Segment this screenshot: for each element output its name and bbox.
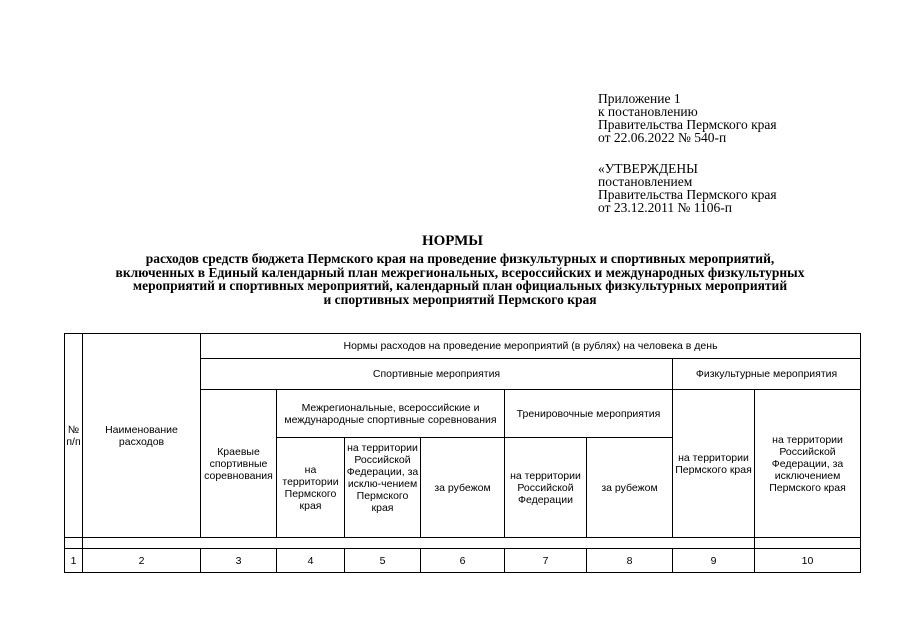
col-number-9: 9 (673, 549, 755, 573)
header-training-abroad: за рубежом (587, 438, 673, 538)
subtitle-line-2: включенных в Единый календарный план межрегиональных, всероссийских и международных физкультурных (115, 264, 805, 280)
header-expense-name: Наименование расходов (83, 334, 201, 538)
appendix-line-3: Правительства Пермского края (598, 117, 777, 132)
subtitle-line-4: и спортивных мероприятий Пермского края (323, 291, 597, 307)
approved-line-4: от 23.12.2011 № 1106-п (598, 200, 732, 215)
approved-line-1: «УТВЕРЖДЕНЫ (598, 161, 698, 176)
col-number-5: 5 (345, 549, 421, 573)
document-title: НОРМЫ (421, 233, 484, 249)
header-fitness-events: Физкультурные мероприятия (673, 359, 861, 390)
header-competitions-perm: на территории Пермского края (277, 438, 345, 538)
header-norms: Нормы расходов на проведение мероприятий (в рублях) на человека в день (201, 334, 861, 359)
approved-line-3: Правительства Пермского края (598, 187, 777, 202)
col-number-4: 4 (277, 549, 345, 573)
header-fitness-perm: на территории Пермского края (673, 390, 755, 538)
appendix-line-2: к постановлению (598, 104, 698, 119)
subtitle-line-3: мероприятий и спортивных мероприятий, календарный план официальных физкультурных мероприятий (132, 278, 788, 293)
appendix-block (598, 92, 838, 214)
col-number-7: 7 (505, 549, 587, 573)
col-number-1: 1 (65, 549, 83, 573)
header-interregional-competitions: Межрегиональные, всероссийские и международные спортивные соревнования (277, 390, 505, 438)
appendix-line-4: от 22.06.2022 № 540-п (598, 130, 727, 145)
norms-table (64, 333, 861, 573)
header-sport-events: Спортивные мероприятия (201, 359, 673, 390)
header-training-rf: на территории Российской Федерации (505, 438, 587, 538)
approved-line-2: постановлением (598, 174, 693, 189)
col-number-3: 3 (201, 549, 277, 573)
header-competitions-rf-excl-perm: на территории Российской Федерации, за исклю-чением Пермского края (345, 438, 421, 538)
subtitle-line-1: расходов средств бюджета Пермского края на проведение физкультурных и спортивных мероприятий, (145, 251, 775, 266)
header-competitions-abroad: за рубежом (421, 438, 505, 538)
col-number-2: 2 (83, 549, 201, 573)
appendix-line-1: Приложение 1 (598, 91, 681, 106)
col-number-10: 10 (755, 549, 861, 573)
document-subtitle (40, 252, 880, 306)
col-number-6: 6 (421, 549, 505, 573)
col-number-8: 8 (587, 549, 673, 573)
header-regional-competitions: Краевые спортивные соревнования (201, 390, 277, 538)
header-num: № п/п (65, 334, 83, 538)
header-training-events: Тренировочные мероприятия (505, 390, 673, 438)
header-fitness-rf-excl-perm: на территории Российской Федерации, за исключением Пермского края (755, 390, 861, 538)
approved-block (598, 162, 838, 214)
